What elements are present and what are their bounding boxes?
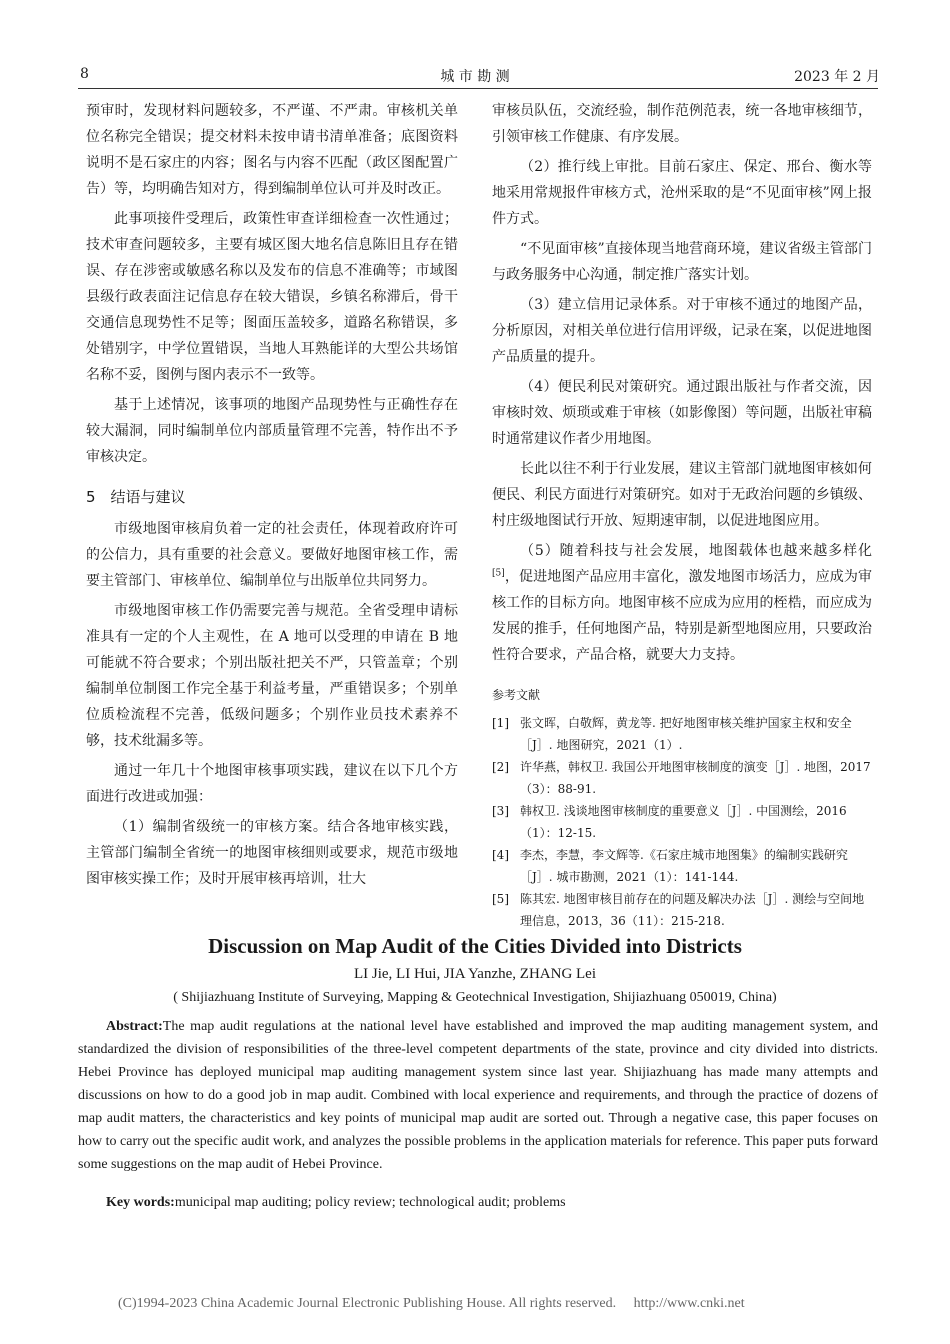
- english-abstract: [78, 1015, 878, 1176]
- paragraph: （3）建立信用记录体系。对于审核不通过的地图产品，分析原因，对相关单位进行信用评级，记录在案，以促进地图产品质量的提升。: [492, 297, 872, 365]
- reference-item: [492, 756, 872, 800]
- paragraph-text: （5）随着科技与社会发展，地图载体也越来越多样化: [520, 543, 872, 559]
- paragraph: 基于上述情况，该事项的地图产品现势性与正确性存在较大漏洞，同时编制单位内部质量管理不完善，特作出不予审核决定。: [86, 397, 458, 465]
- source-url: http://www.cnki.net: [633, 1296, 745, 1311]
- english-keywords: [78, 1195, 878, 1211]
- reference-number: [4]: [492, 848, 509, 862]
- english-affiliation: ( Shijiazhuang Institute of Surveying, Mapping & Geotechnical Investigation, Shijiazhuang 050019, China): [173, 990, 777, 1005]
- section-heading: 5 结语与建议: [86, 488, 186, 506]
- paragraph: 市级地图审核肩负着一定的社会责任，体现着政府许可的公信力，具有重要的社会意义。要做好地图审核工作，需要主管部门、审核单位、编制单位与出版单位共同努力。: [86, 521, 458, 589]
- issue-date: 2023 年 2 月: [794, 69, 880, 85]
- copyright-footer: [118, 1296, 745, 1312]
- left-column: [86, 98, 458, 896]
- reference-item: [492, 800, 872, 844]
- paragraph: 长此以往不利于行业发展，建议主管部门就地图审核如何便民、利民方面进行对策研究。如对于无政治问题的乡镇级、村庄级地图试行开放、短期速审制，以促进地图应用。: [492, 461, 872, 529]
- reference-number: [1]: [492, 716, 509, 730]
- header-rule: [78, 88, 878, 89]
- reference-number: [5]: [492, 892, 509, 906]
- journal-name: 城 市 勘 测: [440, 69, 510, 85]
- reference-text: 张文晖，白敬辉，黄龙等. 把好地图审核关维护国家主权和安全［J］. 地图研究，2021（1）.: [520, 716, 852, 752]
- paragraph: 市级地图审核工作仍需要完善与规范。全省受理申请标准具有一定的个人主观性，在 A 地可以受理的申请在 B 地可能就不符合要求；个别出版社把关不严，只管盖章；个别编制单位制图工作完全基于利益考量，严重错误多；个别单位质检流程不完善，低级问题多；个别作业员技术素养不够，技术纰漏多等。: [86, 603, 458, 749]
- reference-text: 许华燕，韩权卫. 我国公开地图审核制度的演变［J］. 地图，2017（3）：88-91.: [520, 760, 871, 796]
- paragraph: （1）编制省级统一的审核方案。结合各地审核实践，主管部门编制全省统一的地图审核细则或要求，规范市级地图审核实操工作；及时开展审核再培训，壮大: [86, 819, 458, 887]
- reference-item: [492, 844, 872, 888]
- paragraph: （4）便民利民对策研究。通过跟出版社与作者交流，因审核时效、烦琐或难于审核（如影像图）等问题，出版社审稿时通常建议作者少用地图。: [492, 379, 872, 447]
- paragraph: 审核员队伍，交流经验，制作范例范表，统一各地审核细节，引领审核工作健康、有序发展。: [492, 103, 872, 145]
- abstract-label: Abstract:: [106, 1019, 163, 1034]
- page-number: 8: [80, 66, 89, 82]
- reference-list: [492, 712, 872, 932]
- reference-text: 韩权卫. 浅谈地图审核制度的重要意义［J］. 中国测绘，2016（1）：12-15.: [520, 804, 847, 840]
- reference-text: 陈其宏. 地图审核目前存在的问题及解决办法［J］. 测绘与空间地理信息，2013，36（11）：215-218.: [520, 892, 865, 928]
- paragraph: 预审时，发现材料问题较多，不严谨、不严肃。审核机关单位名称完全错误；提交材料未按申请书清单准备；底图资料说明不是石家庄的内容；图名与内容不匹配（政区图配置广告）等，均明确告知对方，得到编制单位认可并及时改正。: [86, 103, 458, 197]
- reference-item: [492, 712, 872, 756]
- english-title: Discussion on Map Audit of the Cities Divided into Districts: [208, 934, 742, 958]
- references-heading: 参考文献: [492, 688, 541, 702]
- paragraph: [492, 538, 872, 668]
- citation-mark: [5]: [492, 568, 505, 579]
- keywords-label: Key words:: [106, 1195, 175, 1210]
- reference-text: 李杰，李慧，李文辉等.《石家庄城市地图集》的编制实践研究［J］. 城市勘测，2021（1）：141-144.: [520, 848, 848, 884]
- paragraph: （2）推行线上审批。目前石家庄、保定、邢台、衡水等地采用常规报件审核方式，沧州采取的是“不见面审核”网上报件方式。: [492, 159, 872, 227]
- reference-item: [492, 888, 872, 932]
- paragraph-text: ，促进地图产品应用丰富化，激发地图市场活力，应成为审核工作的目标方向。地图审核不应成为应用的桎梏，而应成为发展的推手，任何地图产品，特别是新型地图应用，只要政治性符合要求，产品合格，就要大力支持。: [492, 569, 872, 663]
- reference-number: [3]: [492, 804, 509, 818]
- reference-number: [2]: [492, 760, 509, 774]
- copyright-text: (C)1994-2023 China Academic Journal Electronic Publishing House. All rights reserved.: [118, 1296, 617, 1311]
- abstract-text: The map audit regulations at the national level have established and improved the map auditing management system, and standardized the division of responsibilities of the three-level competent departments of the state, province and city divided into districts. Hebei Province has deployed municipal map auditing management system since last year. Shijiazhuang has made many attempts and discussions on how to do a good job in map audit. Combined with local experience and requirements, and through the practice of dozens of map audit matters, the characteristics and key points of municipal map audit are sorted out. Through a negative case, this paper focuses on how to carry out the specific audit work, and analyzes the possible problems in the application materials for reference. This paper puts forward some suggestions on the map audit of Hebei Province.: [78, 1019, 878, 1172]
- right-column: [492, 98, 872, 932]
- keywords-text: municipal map auditing; policy review; technological audit; problems: [174, 1195, 566, 1210]
- english-authors: LI Jie, LI Hui, JIA Yanzhe, ZHANG Lei: [353, 966, 597, 982]
- paragraph: 通过一年几十个地图审核事项实践，建议在以下几个方面进行改进或加强：: [86, 763, 458, 805]
- paragraph: 此事项接件受理后，政策性审查详细检查一次性通过；技术审查问题较多，主要有城区图大地名信息陈旧且存在错误、存在涉密或敏感名称以及发布的信息不准确等；市域图县级行政表面注记信息存在较大错误，乡镇名称滞后，骨干交通信息现势性不足等；图面压盖较多，道路名称错误，多处错别字，中学位置错误，当地人耳熟能详的大型公共场馆名称不妥，图例与图内表示不一致等。: [86, 211, 458, 383]
- paragraph: “不见面审核”直接体现当地营商环境，建议省级主管部门与政务服务中心沟通，制定推广落实计划。: [492, 241, 872, 283]
